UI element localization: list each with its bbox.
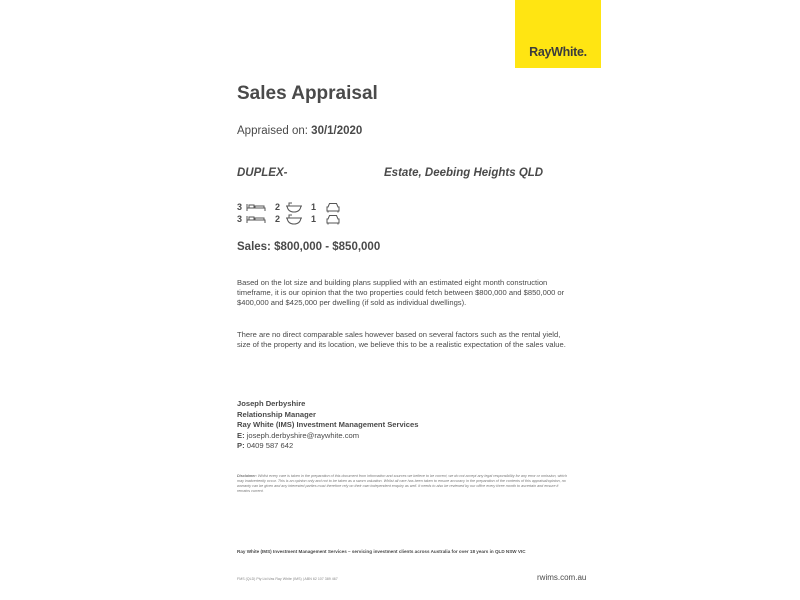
footer-tagline: Ray White (IMS) Investment Management Services – servicing investment clients across Australia for over 18 years in QLD NSW VIC [237,549,526,554]
bed-icon [246,202,266,212]
email-line [237,431,418,442]
bed-icon [246,214,266,224]
car-icon [326,214,340,225]
bath-count: 2 [275,214,281,224]
sales-range: Sales: $800,000 - $850,000 [237,241,381,253]
appraised-date: 30/1/2020 [311,125,363,137]
disclaimer [237,474,567,494]
appraised-label: Appraised on: [237,125,312,137]
footer-website-link[interactable]: rwims.com.au [537,573,587,582]
page-title: Sales Appraisal [237,83,378,104]
bed-count: 3 [237,202,243,212]
phone-label: P: [237,441,245,450]
bath-count: 2 [275,202,281,212]
signatory-name: Joseph Derbyshire [237,399,306,408]
bath-icon [285,214,303,225]
signatory-role: Relationship Manager [237,409,316,419]
phone-number: 0409 587 642 [246,441,294,450]
logo-text: RayWhite. [529,45,587,59]
car-count: 1 [311,214,317,224]
disclaimer-label: Disclaimer: [237,474,257,478]
car-count: 1 [311,202,317,212]
bath-icon [285,202,303,213]
email-label: E: [237,430,245,440]
appraisal-paragraph: There are no direct comparable sales however based on several factors such as the rental yield, size of the property and its location, we believe this to be a realistic expectation of the sales value. [237,330,566,349]
property-type: DUPLEX- [237,167,288,179]
raywhite-logo [515,0,601,68]
signature-block [237,399,418,452]
appraised-date-line [237,125,362,137]
disclaimer-text: Whilst every care is taken in the preparation of this document from information and sources we believe to be correct, we do not accept any legal responsibility for any error or omission, which may inadvertently occur. This is an opinion only and not to be taken as a sworn valuation. Whilst all care has been taken to ensure accuracy in the preparation of the contents of this appraisal/opinion, no warranty can be given and any interested parties must therefore rely on their own independent enquiry as well. It needs to also be reviewed by our office every three month to ascertain and ensure it remains current. [237,474,568,493]
property-address: Estate, Deebing Heights QLD [384,167,544,179]
appraisal-paragraph: Based on the lot size and building plans supplied with an estimated eight month construction timeframe, it is our opinion that the two properties could fetch between $800,000 and $850,000 or $400,000 and $425,000 per dwelling (if sold as individual dwellings). [237,278,565,307]
email-link[interactable]: joseph.derbyshire@raywhite.com [246,430,360,440]
phone-line [237,441,418,452]
car-icon [326,202,340,213]
signatory-company: Ray White (IMS) Investment Management Services [237,420,419,429]
bed-count: 3 [237,214,243,224]
footer-legal: FMS (QLD) Pty Ltd t/as Ray White (IMS) | ABN 62 107 389 467 [237,577,338,581]
